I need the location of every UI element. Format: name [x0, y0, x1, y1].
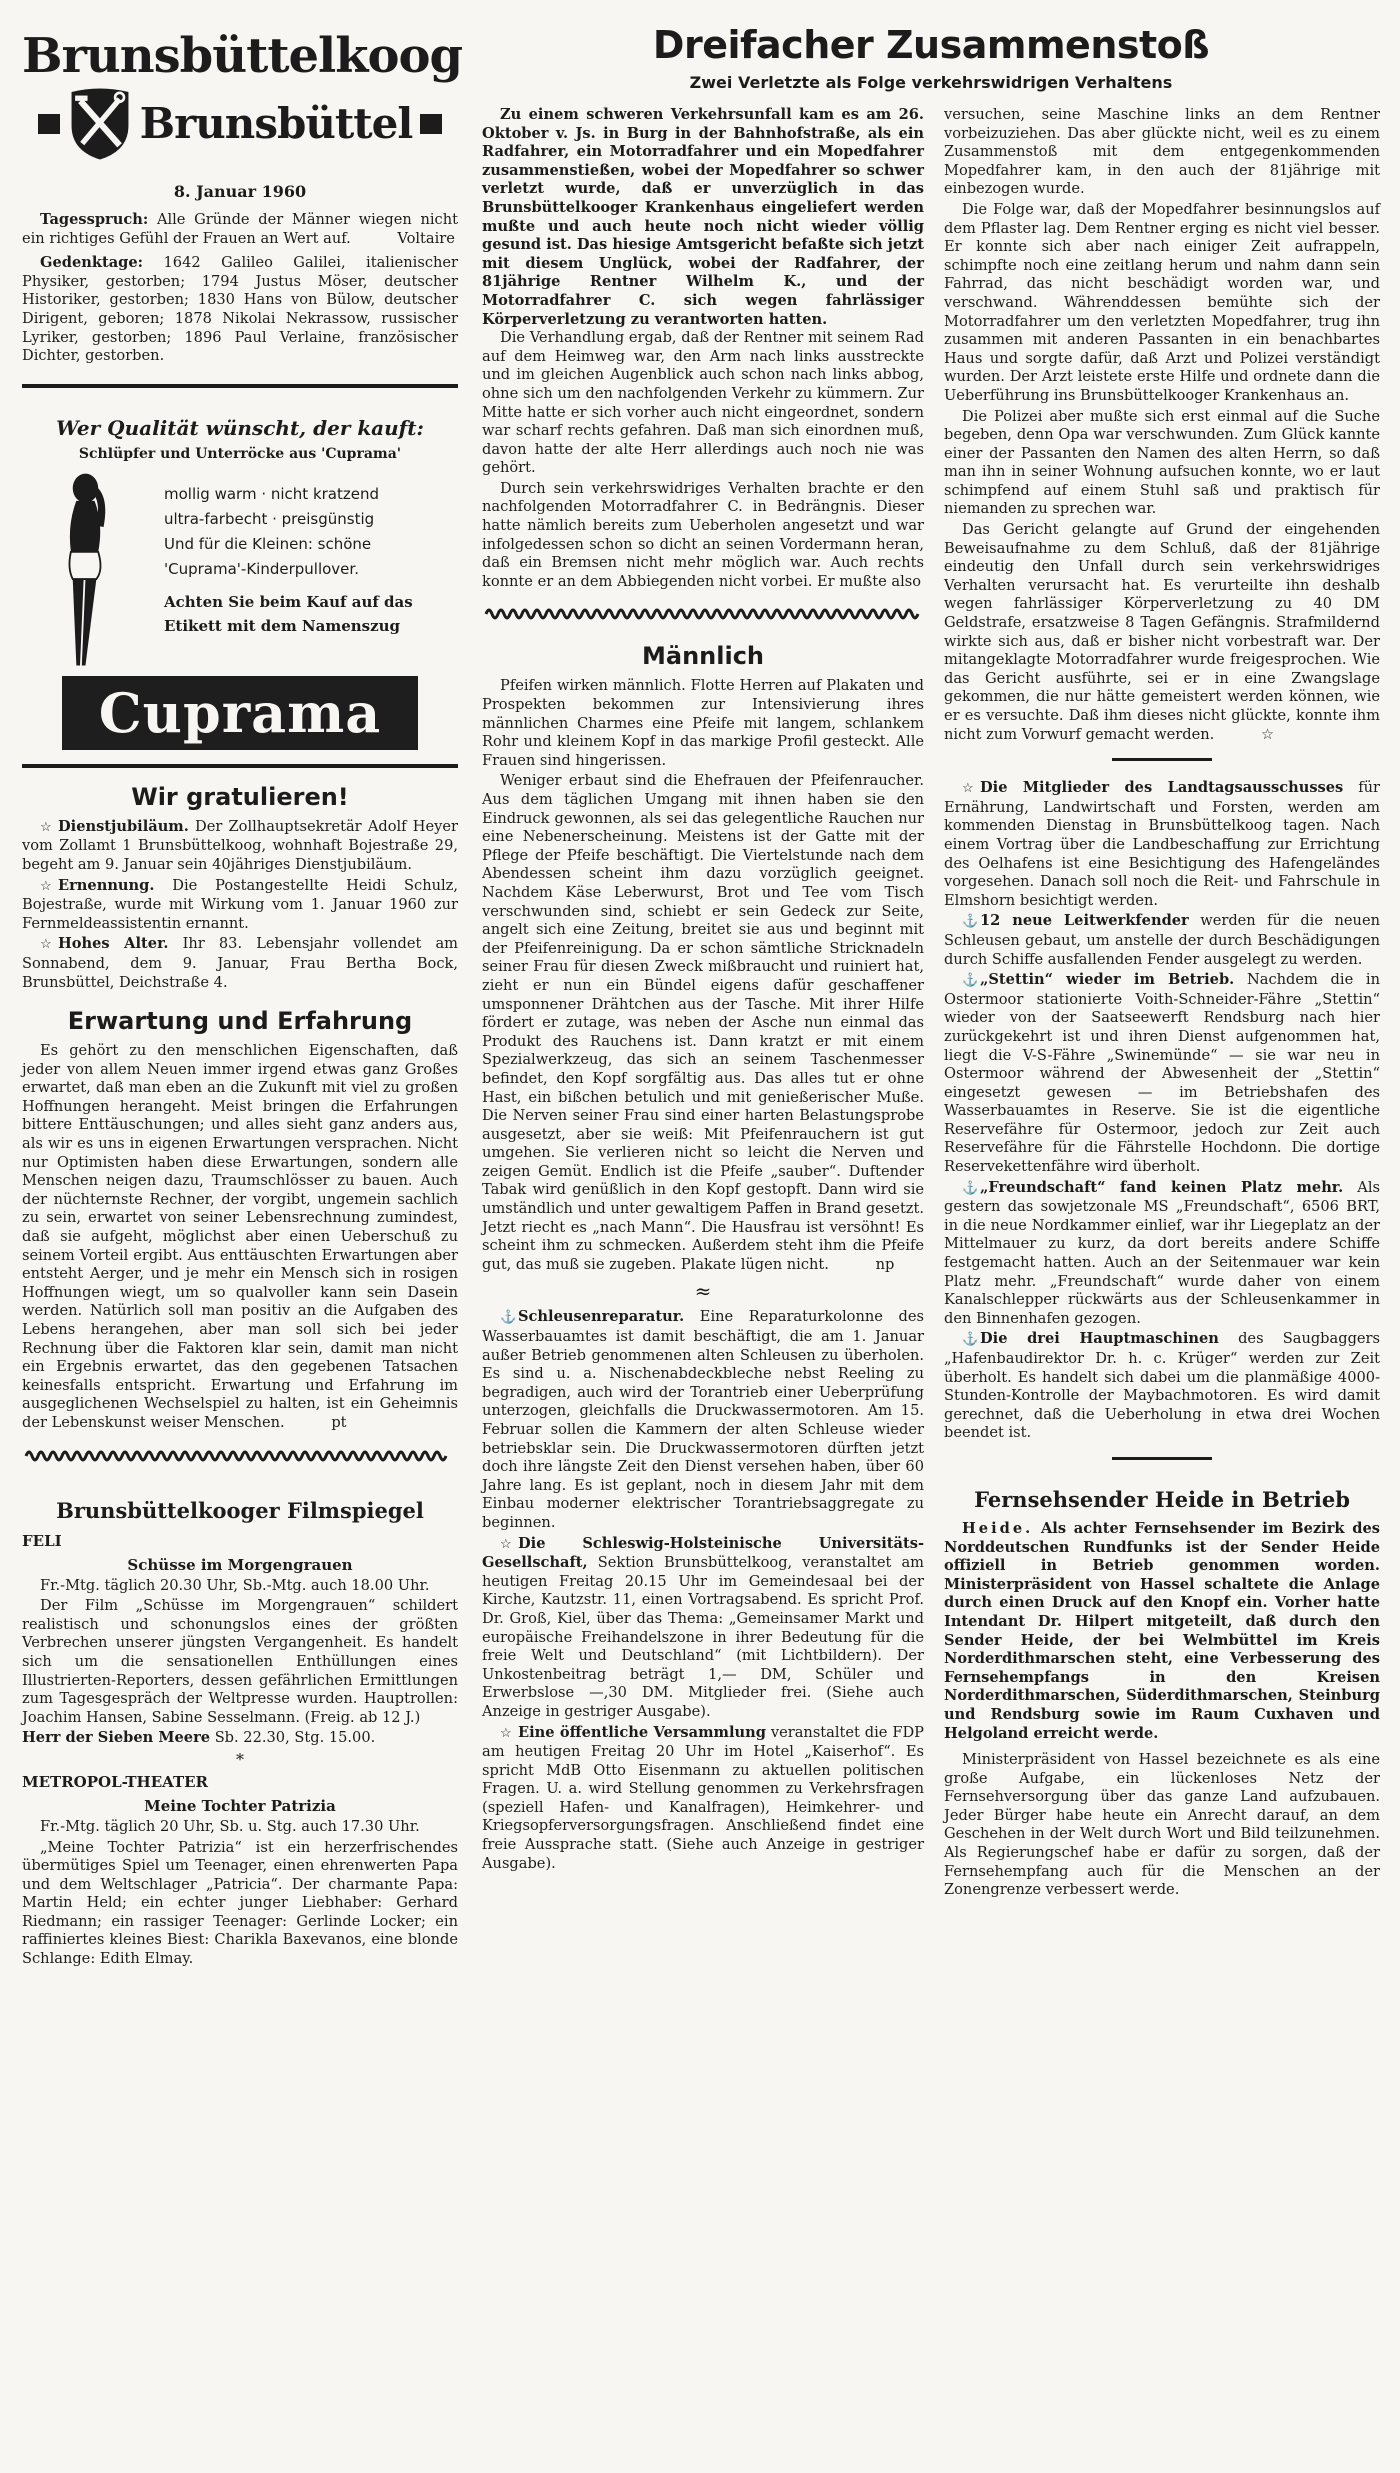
star-icon: ☆	[40, 878, 52, 894]
ship-icon: ⚓	[962, 1332, 979, 1348]
local-news-text: Nachdem die in Ostermoor stationierte Voith-Schneider-Fähre „Stettin“ wieder von der Saatseewerft Rendsburg nach hier zurückgekehrt ist und ihren Dienst aufgenommen hat, liegt die V-S-Fähre „Swinemünde“ — sie war neu in Ostermoor während der Abwesenheit der „Stettin“ eingesetzt gewesen — im Betriebshafen des Wasserbauamtes in Reserve. Sie ist die eigentliche Reservefähre für Ostermoor, jedoch zur Zeit auch Reservefähre für die Fährstelle Hochdonn. Die dortige Reservekettenfähre wird überholt.	[944, 971, 1381, 1176]
star-icon: ☆	[500, 1536, 512, 1552]
essay-title: Erwartung und Erfahrung	[67, 1007, 413, 1036]
article-columns	[482, 106, 1380, 1900]
ad-feature: mollig warm · nicht kratzend	[164, 484, 379, 503]
right-column	[944, 106, 1380, 1900]
tagesspruch-label: Tagesspruch:	[40, 211, 149, 228]
essay-signature: pt	[331, 1413, 347, 1431]
film-times: Fr.-Mtg. täglich 20.30 Uhr, Sb.-Mtg. auch 18.00 Uhr.	[40, 1576, 430, 1594]
separator-asterisk: *	[236, 1749, 244, 1769]
ship-icon: ⚓	[962, 1180, 979, 1196]
local-news-label: Die Mitglieder des Landtagsausschusses	[980, 779, 1344, 797]
local-news-label: Die drei Hauptmaschinen	[980, 1330, 1219, 1348]
local-news-text: für Ernährung, Landwirtschaft und Forsten, werden am kommenden Dienstag in Brunsbüttelkoog tagen. Nach einem Vortrag über die Landbeschaffung zur Errichtung des Oelhafens ist eine Besichtigung des Hafengeländes vorgesehen. Danach soll noch die Reit- und Fahrschule in Elmshorn besichtigt werden.	[944, 779, 1380, 909]
tv-body: Ministerpräsident von Hassel bezeichnete es als eine große Aufgabe, ein lückenloses Netz der Fernsehversorgung über das ganze Land aufzubauen. Jeder Bürger habe heute ein Anrecht darauf, an dem Geschehen in der Welt durch Wort und Bild teilzunehmen. Als Regierungschef habe er dafür zu sorgen, daß der Fernsehempfang auch für die Menschen an der Zonengrenze verbessert werde.	[944, 1751, 1380, 1899]
small-wave-divider-icon: ≈	[694, 1279, 712, 1304]
masthead-line2: Brunsbüttel	[139, 99, 413, 148]
accident-paragraph: Die Polizei aber mußte sich erst einmal auf die Suche begeben, denn Opa war verschwunden. Zum Glück kannte einer der Passanten den Namen des alten Herrn, so daß man ihn in seiner Wohnung aufsuchen konnte, wo er laut schimpfend auf einem Stuhl saß und praktisch für niemanden zu sprechen war.	[944, 407, 1380, 518]
middle-column	[482, 106, 924, 1873]
congrats-text: Der Zollhauptsekretär Adolf Heyer vom Zollamt 1 Brunsbüttelkoog, wohnhaft Bojestraße 29, begeht am 9. Januar sein 40jähriges Dienstjubiläum.	[22, 817, 458, 873]
congrats-text: Die Postangestellte Heidi Schulz, Bojestraße, wurde mit Wirkung vom 1. Januar 1960 zur Fernmeldeassistentin ernannt.	[22, 876, 459, 932]
star-icon: ☆	[40, 937, 52, 953]
accident-subtitle: Zwei Verletzte als Folge verkehrswidrigen Verhaltens	[689, 73, 1173, 92]
star-icon: ☆	[962, 781, 974, 797]
ad-features	[164, 482, 440, 582]
divider	[22, 384, 458, 388]
local-news-item	[944, 971, 1380, 1177]
local-news-item	[944, 1330, 1380, 1443]
essay-body: Es gehört zu den menschlichen Eigenschaften, daß jeder von allem Neuen immer irgend etwas ganz Großes erwartet, daß man eben an die Zukunft mit viel zu großen Hoffnungen herangeht. Meist bringen die Erfahrungen bittere Enttäuschungen; und alles sieht ganz anders aus, als wir es uns in eigenen Erwartungen versprachen. Nicht nur Optimisten haben diese Erwartungen, sondern alle Menschen neigen dazu, Traumschlösser zu bauen. Auch der nüchternste Rechner, der vorgibt, ungemein sachlich zu sein, erwartet von seiner Lebensrechnung zumindest, daß sie aufgeht, möglichst aber einen Ueberschuß zu seinem Vorteil ergibt. Aus enttäuschten Erwartungen aber entsteht Aerger, und je mehr ein Mensch sich in rosigen Hoffnungen wiegt, um so qualvoller kann sein Dasein werden. Natürlich soll man positiv an die Aufgaben des Lebens herangehen, aber man soll sich bei jeder Rechnung über die Faktoren klar sein, damit man nicht ein Ergebnis erwartet, das den gegebenen Tatsachen keinesfalls entspricht. Erwartung und Erfahrung im ausgeglichenen Wechselspiel zu halten, ist ein Geheimnis der Lebenskunst weiser Menschen.	[22, 1042, 458, 1431]
local-news-text: werden für die neuen Schleusen gebaut, um anstelle der durch Beschädigungen durch Schiffe ausfallenden Fender ausgelegt zu werden.	[944, 912, 1380, 968]
accident-paragraph: Die Verhandlung ergab, daß der Rentner mit seinem Rad auf dem Heimweg war, den Arm nach links ausstreckte und im gleichen Augenblick auch schon nach links abbog, ohne sich um den nachfolgenden Verkehr zu kümmern. Zur Mitte hatte er sich vorher auch nicht eingeordnet, sondern war scharf rechts gefahren. Daß man sich einordnen muß, davon hatte der alte Herr allerdings auch noch nie was gehört.	[482, 329, 924, 477]
essay-text	[22, 1042, 458, 1432]
ornament-divider-icon	[24, 1447, 460, 1465]
divider	[22, 764, 458, 768]
local-news-label: „Freundschaft“ fand keinen Platz mehr.	[980, 1178, 1344, 1196]
gedenktage-text: 1642 Galileo Galilei, italienischer Physiker, gestorben; 1794 Justus Möser, deutscher Historiker, gestorben; 1830 Hans von Bülow, deutscher Dirigent, geboren; 1878 Nikolai Nekrassow, russischer Lyriker, gestorben; 1896 Paul Verlaine, französischer Dichter, gestorben.	[22, 254, 459, 365]
film-title: Schüsse im Morgengrauen	[127, 1555, 353, 1574]
film-description: „Meine Tochter Patrizia“ ist ein herzerfrischendes übermütiges Spiel um Teenager, einen ehrenwerten Papa und dem Weltschlager „Patricia“. Der charmante Papa: Martin Held; ein echter junger Liebhaber: Gerhard Riedmann; ein rassiger Teenager: Gerlinde Locker; ein raffiniertes kleines Biest: Charikla Baxevanos, eine blonde Schlange: Edith Elmay.	[22, 1838, 458, 1968]
pipe-paragraph	[482, 772, 924, 1274]
local-news-text: des Saugbaggers „Hafenbaudirektor Dr. h. c. Krüger“ werden zur Zeit überholt. Es handelt sich dabei um die planmäßige 4000-Stunden-Kontrolle der Maybachmotoren. Es wird damit gerechnet, daß die Ueberholung in etwa drei Wochen beendet ist.	[944, 1330, 1381, 1442]
accident-paragraph	[944, 521, 1380, 744]
ornament-divider-icon	[484, 605, 926, 623]
accident-paragraph: Durch sein verkehrswidriges Verhalten brachte er den nachfolgenden Motorradfahrer C. in Bedrängnis. Dieser hatte nämlich bereits zum Ueberholen angesetzt und war infolgedessen schon so dicht an seinen Vordermann heran, daß ein Bremsen nicht mehr möglich war. Auch rechts konnte er an dem Abbiegenden nicht vorbei. Er mußte also	[482, 479, 924, 590]
ad-feature: ultra-farbecht · preisgünstig	[164, 509, 375, 528]
theater-name: FELI	[22, 1531, 62, 1550]
masthead-row	[22, 86, 458, 162]
ribbon-right-icon	[420, 114, 442, 134]
local-news-text: veranstaltet die FDP am heutigen Freitag 20 Uhr im Hotel „Kaiserhof“. Es spricht MdB Otto Eisenmann zu aktuellen politischen Fragen. U. a. wird Stellung genommen zu Verkehrsfragen (speziell Hafen- und Kanalfragen), Heimkehrer- und Kriegsopferversorgungsfragen. Anschließend findet eine freie Aussprache statt. (Siehe auch Anzeige in gestriger Ausgabe).	[482, 1723, 924, 1872]
extra-film-title: Herr der Sieben Meere	[22, 1729, 211, 1747]
ad-subline: Schlüpfer und Unterröcke aus 'Cuprama'	[78, 445, 402, 462]
ship-icon: ⚓	[962, 973, 979, 989]
congrats-title: Wir gratulieren!	[131, 782, 349, 811]
accident-section	[482, 0, 1380, 1900]
gedenktage-label: Gedenktage:	[40, 254, 144, 272]
accident-lead-text: Zu einem schweren Verkehrsunfall kam es am 26. Oktober v. Js. in Burg in der Bahnhofstraße, als ein Radfahrer, ein Motorradfahrer und ein Mopedfahrer zusammenstießen, wobei der Mopedfahrer so schwer verletzt wurde, daß er unverzüglich in das Brunsbüttelkooger Krankenhaus eingeliefert werden mußte und auch heute noch nicht wieder völlig gesund ist. Das hiesige Amtsgericht befaßte sich jetzt mit diesem Unglück, wobei der Radfahrer, der 81jährige Rentner Wilhelm K., und der Motorradfahrer C. sich wegen fahrlässiger Körperverletzung zu verantworten hatten.	[482, 106, 924, 328]
accident-paragraph: Die Folge war, daß der Mopedfahrer besinnungslos auf dem Pflaster lag. Dem Rentner erging es nicht viel besser. Er konnte sich aber nach einiger Zeit aufrappeln, schimpfte noch eine zeitlang herum und nahm dann sein Fahrrad, das nicht beschädigt worden war, und verschwand. Währenddessen bemühte sich der Motorradfahrer um den verletzten Mopedfahrer, trug ihn zusammen mit anderen Passanten in ein benachbartes Haus und sorgte dafür, daß Arzt und Polizei verständigt wurden. Der Arzt leistete erste Hilfe und ordnete dann die Ueberführung ins Brunsbüttelkooger Krankenhaus an.	[944, 200, 1380, 404]
left-column	[22, 0, 463, 1969]
cinema-listing	[22, 1497, 458, 1969]
ship-icon: ⚓	[500, 1310, 517, 1326]
ad-feature: Und für die Kleinen: schöne	[164, 534, 372, 553]
divider	[1112, 1457, 1212, 1460]
spacer	[22, 1479, 458, 1497]
tagesspruch	[22, 211, 458, 248]
film-times: Fr.-Mtg. täglich 20 Uhr, Sb. u. Stg. auch 17.30 Uhr.	[40, 1817, 420, 1835]
masthead-line1: Brunsbüttelkoog	[22, 28, 463, 84]
local-news-item	[944, 912, 1380, 969]
divider	[1112, 758, 1212, 761]
pipe-title: Männlich	[641, 642, 764, 671]
local-news-item	[482, 1535, 924, 1722]
congrats-label: Dienstjubiläum.	[58, 817, 189, 835]
local-news-label: Eine öffentliche Versammlung	[518, 1723, 766, 1741]
congrats-label: Hohes Alter.	[58, 935, 169, 953]
ad-copy	[140, 470, 440, 670]
ad-note: Achten Sie beim Kauf auf das Etikett mit dem Namenszug	[164, 592, 413, 635]
local-news-text: Als gestern das sowjetzonale MS „Freundschaft“, 6506 BRT, in die neue Nordkammer einlief, war ihr Liegeplatz an der Mittelmauer zu kurz, da dort bereits andere Schiffe festgemacht hatten. Auch an der Seitenmauer war kein Platz mehr. „Freundschaft“ wurde daher von einem Kanalschlepper rückwärts aus der Schleusenkammer in den Binnenhafen gezogen.	[944, 1178, 1380, 1327]
accident-title: Dreifacher Zusammenstoß	[652, 23, 1210, 67]
local-news-label: „Stettin“ wieder im Betrieb.	[980, 971, 1235, 989]
accident-paragraph: versuchen, seine Maschine links an dem Rentner vorbeizuziehen. Das aber glückte nicht, weil es zu einem Zusammenstoß mit dem entgegenkommenden Mopedfahrer kam, in den auch der 81jährige mit einbezogen wurde.	[944, 106, 1380, 198]
local-news-label: 12 neue Leitwerkfender	[980, 912, 1189, 930]
tv-title: Fernsehsender Heide in Betrieb	[974, 1486, 1350, 1512]
local-news-item	[482, 1308, 924, 1532]
pipe-paragraph: Pfeifen wirken männlich. Flotte Herren auf Plakaten und Prospekten bekommen zur Intensivierung ihres männlichen Charmes eine Pfeife mit langem, schlankem Rohr und kleinem Kopf in das markige Profil gesteckt. Alle Frauen sind hingerissen.	[482, 677, 924, 769]
issue-date: 8. Januar 1960	[173, 182, 307, 201]
brand-logo: Cuprama	[62, 676, 418, 750]
end-star-icon: ☆	[1260, 725, 1275, 743]
star-icon: ☆	[500, 1725, 512, 1741]
congrats-text: Ihr 83. Lebensjahr vollendet am Sonnabend, dem 9. Januar, Frau Bertha Bock, Brunsbüttel, Deichstraße 4.	[22, 935, 459, 991]
tv-lead	[944, 1520, 1380, 1743]
ad-feature: 'Cuprama'-Kinderpullover.	[164, 559, 359, 578]
accident-header	[482, 22, 1380, 94]
film-title: Meine Tochter Patrizia	[144, 1796, 336, 1815]
congrats-item	[22, 935, 458, 992]
film-description: Der Film „Schüsse im Morgengrauen“ schildert realistisch und schonungslos eines der größten Verbrechen unserer jüngsten Vergangenheit. Es handelt sich um die sensationellen Enthüllungen eines Illustrierten-Reporters, dessen gefährlichen Ermittlungen zum Tagesgespräch der Weltpresse wurden. Hauptrollen: Joachim Hansen, Sabine Sesselmann. (Freig. ab 12 J.)	[22, 1597, 458, 1726]
theater-name: METROPOL-THEATER	[22, 1772, 209, 1791]
gedenktage	[22, 254, 458, 366]
cuprama-advertisement	[22, 400, 458, 750]
accident-paragraph-text: Das Gericht gelangte auf Grund der eingehenden Beweisaufnahme zu dem Schluß, daß der 81jährige eindeutig den Unfall durch sein verkehrswidriges Verhalten verursacht hat. Es verurteilte ihn deshalb wegen fahrlässiger Körperverletzung zu 40 DM Geldstrafe, ersatzweise 8 Tagen Gefängnis. Strafmildernd wirkte sich aus, daß er bisher nicht vorbestraft war. Der mitangeklagte Motorradfahrer wurde freigesprochen. Wie das Gericht ausführte, sei er in eine Zwangslage gekommen, die nur hätte gemeistert werden können, wie er es versuchte. Daß ihm dieses nicht glückte, konnte ihm nicht zum Vorwurf gemacht werden.	[944, 521, 1380, 743]
local-news-text: Sektion Brunsbüttelkoog, veranstaltet am heutigen Freitag 20.15 Uhr im Gemeindesaal bei der Kirche, Kautzstr. 11, einen Vortragsabend. Es spricht Prof. Dr. Groß, Kiel, über das Thema: „Gemeinsamer Markt und europäische Freihandelszone in ihrer Bedeutung für die freie Welt und Deutschland“ (mit Lichtbildern). Der Unkostenbeitrag beträgt 1,— DM, Schüler und Erwerbslose —,30 DM. Mitglieder frei. (Siehe auch Anzeige in gestriger Ausgabe).	[482, 1554, 925, 1720]
ribbon-left-icon	[38, 114, 60, 134]
local-news-label: Die Schleswig-Holsteinische Universitäts-Gesellschaft,	[482, 1534, 924, 1572]
tv-lead-text: Als achter Fernsehsender im Bezirk des Norddeutschen Rundfunks ist der Sender Heide offiziell in Betrieb genommen worden. Ministerpräsident von Hassel schaltete die Anlage durch einen Druck auf den Knopf ein. Vorher hatte Intendant Dr. Hilpert mitgeteilt, daß durch den Sender Heide, der bei Welmbüttel im Kreis Norderdithmarschen steht, eine Verbesserung des Fernsehempfangs in den Kreisen Norderdithmarschen, Süderdithmarschen, Steinburg und Rendsburg sowie im Raum Cuxhaven und Helgoland erreicht werde.	[944, 1519, 1380, 1742]
masthead	[22, 0, 463, 162]
congrats-label: Ernennung.	[58, 876, 155, 894]
coat-of-arms-icon	[68, 86, 132, 162]
tagesspruch-author: Voltaire	[397, 229, 455, 247]
local-news-item	[944, 1179, 1380, 1329]
tagesspruch-text: Alle Gründe der Männer wiegen nicht ein richtiges Gefühl der Frauen an Wert auf.	[22, 211, 458, 247]
ship-icon: ⚓	[962, 914, 979, 930]
extra-film-times: Sb. 22.30, Stg. 15.00.	[214, 1729, 376, 1747]
congrats-item	[22, 818, 458, 875]
ad-headline: Wer Qualität wünscht, der kauft:	[56, 415, 424, 440]
tv-dateline: Heide.	[962, 1519, 1034, 1537]
ad-body	[40, 470, 440, 670]
extra-film	[22, 1729, 458, 1748]
congrats-item	[22, 877, 458, 934]
local-news-item	[482, 1724, 924, 1874]
accident-lead	[482, 106, 924, 329]
star-icon: ☆	[40, 819, 52, 835]
local-news-label: Schleusenreparatur.	[518, 1308, 685, 1326]
pipe-paragraph-text: Weniger erbaut sind die Ehefrauen der Pfeifenraucher. Aus dem täglichen Umgang mit ihnen haben sie den Eindruck gewonnen, als sei das gelegentliche Rauchen nur eine Nebenerscheinung. Meistens ist der Gatte mit der Pflege der Pfeife beschäftigt. Die Viertelstunde nach dem Abendessen scheint ihm dazu vorzüglich geeignet. Nachdem Käse Leberwurst, Brot und Tee vom Tisch verschwunden sind, schiebt er sein Gedeck zur Seite, angelt sich eine Zeitung, breitet sie aus und beginnt mit der Pfeifenreinigung. Da er schon sämtliche Stricknadeln seiner Frau für diesen Zweck mißbraucht und ruiniert hat, zieht er nun ein Bündel eigens dafür geschaffener umsponnener Drähtchen aus der Tasche. Mit ihrer Hilfe fördert er zutage, was neben der Asche nun einmal das Produkt des Rauchens ist. Dann kratzt er mit einem Spezialwerkzeug, das sich an seinem Taschenmesser befindet, den Kopf sorgfältig aus. Das alles tut er ohne Hast, ein bißchen betulich und mit genießerischer Muße. Die Nerven seiner Frau sind einer harten Belastungsprobe ausgesetzt, aber sie weiß: Mit Pfeifenrauchern ist gut umgehen. Sie verlieren nicht so leicht die Nerven und zeigen Gemüt. Endlich ist die Pfeife „sauber“. Duftender Tabak wird genüßlich in den Kopf gestopft. Dann wird sie umständlich und unter gewaltigem Paffen in Brand gesetzt. Jetzt riecht es „nach Mann“. Die Hausfrau ist versöhnt! Es scheint ihm zu schmecken. Außerdem steht ihm die Pfeife gut, das muß sie zugeben. Plakate lügen nicht.	[482, 772, 924, 1273]
local-news-item	[944, 779, 1380, 910]
pipe-signature: np	[875, 1255, 895, 1273]
cinema-title: Brunsbüttelkooger Filmspiegel	[56, 1497, 424, 1523]
woman-silhouette-icon	[40, 470, 140, 670]
local-news-text: Eine Reparaturkolonne des Wasserbauamtes ist damit beschäftigt, die am 1. Januar außer Betrieb genommenen alten Schleusen zu überholen. Es sind u. a. Nischenabdeckbleche nebst Reeling zu begradigen, auch wird der Torantrieb einer Ueberprüfung unterzogen, gleichfalls die Druckwassermotoren. Am 15. Februar sollen die Kammern der alten Schleuse wieder betriebsklar sein. Die Druckwassermotoren dürften jetzt doch ihre längste Zeit den Dienst versehen haben, über 60 Jahre lang. Es ist geplant, noch in diesem Jahr mit dem Einbau moderner elektrischer Torantriebsaggregate zu beginnen.	[482, 1308, 924, 1531]
